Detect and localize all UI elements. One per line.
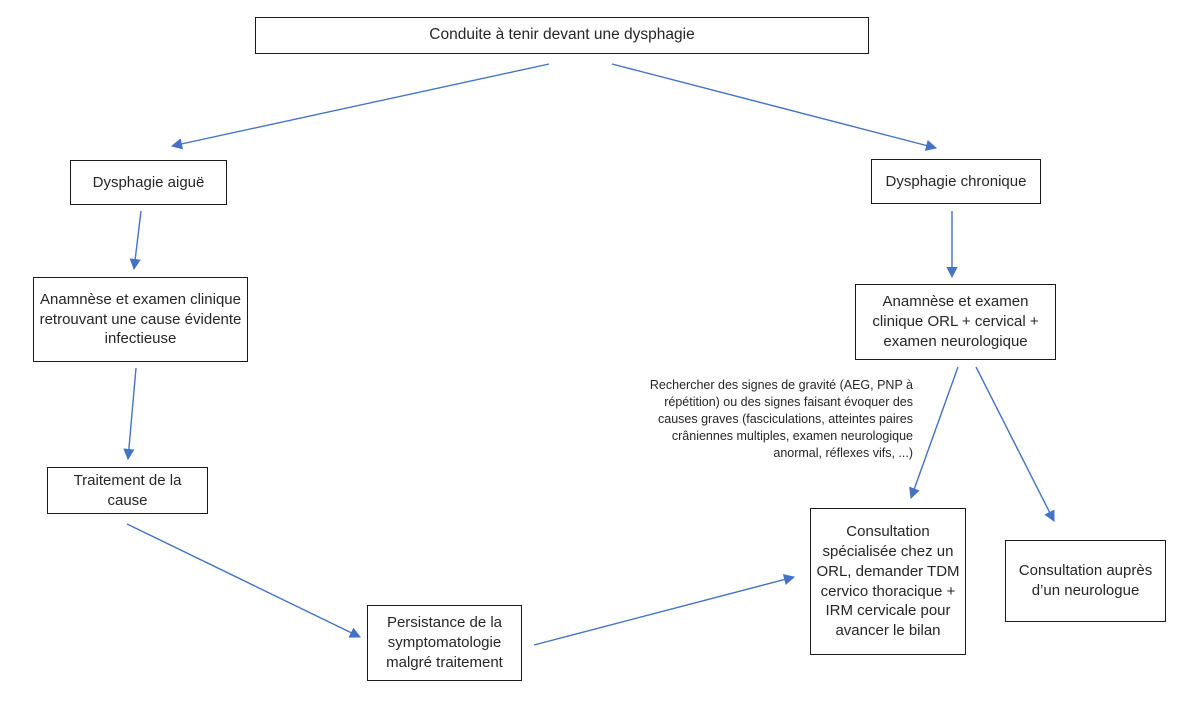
node-orl-consultation xyxy=(810,508,966,655)
arrow-chronic-anamnesis-to-neurologist xyxy=(976,367,1054,521)
node-acute-dysphagia xyxy=(70,160,227,205)
node-acute-anamnesis xyxy=(33,277,248,362)
node-treatment-text: Traitement de la cause xyxy=(73,471,182,509)
arrow-persistence-to-orl-consult xyxy=(534,577,794,645)
arrow-title-to-acute xyxy=(172,64,549,146)
node-neurologist-consultation xyxy=(1005,540,1166,622)
node-chronic-anamnesis-text: Anamnèse et examen clinique ORL + cervical + examen neurologique xyxy=(872,293,1039,350)
node-chronic-dysphagia-text: Dysphagie chronique xyxy=(885,172,1027,190)
node-symptom-persistence xyxy=(367,605,522,681)
arrow-acute-to-anamnesis xyxy=(134,211,141,269)
node-chronic-dysphagia xyxy=(871,159,1041,204)
title-text: Conduite à tenir devant une dysphagie xyxy=(429,26,695,44)
arrow-treatment-to-persistence xyxy=(127,524,360,637)
arrow-title-to-chronic xyxy=(612,64,936,148)
arrow-chronic-anamnesis-to-orl-consult xyxy=(911,367,958,498)
node-neurologist-consultation-text: Consultation auprès d’un neurologue xyxy=(1018,562,1153,599)
node-title xyxy=(255,17,869,54)
severity-signs-annotation: Rechercher des signes de gravité (AEG, PNP à répétition) ou des signes faisant évoquer des causes graves (fasciculations, atteintes paires crâniennes multiples, examen neurologique anormal, réflexes vifs, ...) xyxy=(649,378,913,460)
node-treatment xyxy=(47,467,208,514)
node-acute-anamnesis-text: Anamnèse et examen clinique retrouvant une cause évidente infectieuse xyxy=(39,290,242,348)
node-acute-dysphagia-text: Dysphagie aiguë xyxy=(92,173,205,191)
node-chronic-anamnesis xyxy=(855,284,1056,360)
node-symptom-persistence-text: Persistance de la symptomatologie malgré traitement xyxy=(386,614,503,671)
arrow-anamnesis-to-treatment xyxy=(128,368,136,459)
node-orl-consultation-text: Consultation spécialisée chez un ORL, demander TDM cervico thoracique + IRM cervicale pour avancer le bilan xyxy=(816,523,960,640)
